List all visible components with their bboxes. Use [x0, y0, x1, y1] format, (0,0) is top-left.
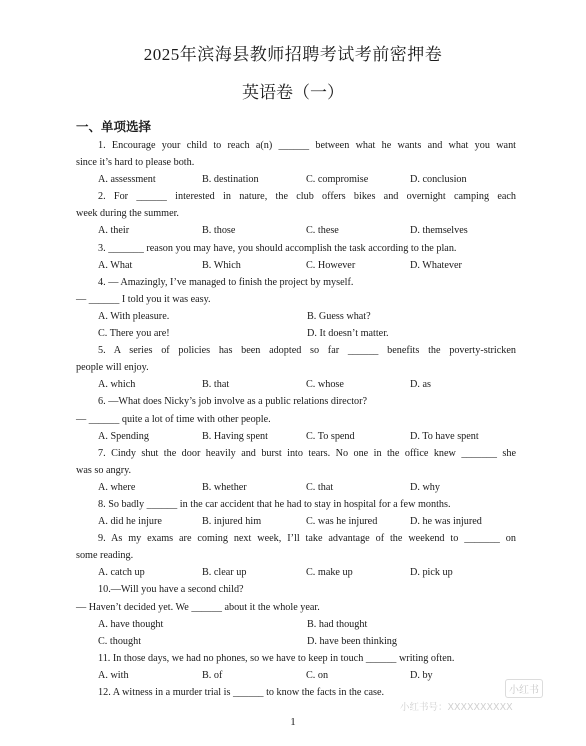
- option-row: [76, 325, 516, 342]
- answer-option: D. why: [410, 481, 440, 493]
- answer-option: C. thought: [98, 635, 142, 647]
- watermark-badge: 小红书: [505, 679, 543, 698]
- answer-option: C. compromise: [306, 174, 369, 186]
- option-row: [76, 428, 516, 445]
- answer-option: D. conclusion: [410, 174, 467, 186]
- answer-option: C. However: [306, 259, 356, 271]
- question-stem: 11. In those days, we had no phones, so we have to keep in touch ______ writing often.: [98, 652, 455, 664]
- answer-option: B. Guess what?: [307, 310, 371, 322]
- answer-option: D. by: [410, 669, 433, 681]
- answer-option: D. themselves: [410, 225, 468, 237]
- option-row: [76, 308, 516, 325]
- option-row: [76, 257, 516, 274]
- answer-option: A. Spending: [98, 430, 149, 442]
- question-stem: 12. A witness in a murder trial is ______ to know the facts in the case.: [98, 687, 385, 698]
- option-row: [76, 222, 516, 239]
- answer-option: B. whether: [202, 481, 247, 493]
- question-stem: 6. —What does Nicky’s job involve as a public relations director?: [98, 396, 368, 408]
- answer-option: C. There you are!: [98, 328, 170, 340]
- answer-option: D. have been thinking: [307, 635, 397, 647]
- question-stem: 1. Encourage your child to reach a(n) ______ between what he wants and what you want: [98, 140, 516, 151]
- option-row: [76, 513, 516, 530]
- answer-option: D. pick up: [410, 567, 453, 579]
- answer-option: C. To spend: [306, 430, 355, 442]
- question-stem: 8. So badly ______ in the car accident that he had to stay in hospital for a few months.: [98, 498, 451, 510]
- answer-option: A. catch up: [98, 567, 145, 579]
- answer-option: B. those: [202, 225, 236, 237]
- question-stem: 2. For ______ interested in nature, the club offers bikes and overnight camping each: [98, 191, 516, 203]
- answer-option: C. on: [306, 669, 329, 681]
- answer-option: A. did he injure: [98, 516, 162, 528]
- answer-option: D. It doesn’t matter.: [307, 328, 389, 340]
- question-text: since it’s hard to please both.: [76, 157, 195, 169]
- watermark-text: 小红书号：XXXXXXXXXX: [400, 702, 513, 713]
- question-stem: 5. A series of policies has been adopted so far ______ benefits the poverty-stricken: [98, 345, 516, 357]
- answer-option: B. Having spent: [202, 430, 268, 442]
- answer-option: D. he was injured: [410, 516, 482, 528]
- exam-subtitle: 英语卷（一）: [242, 83, 344, 102]
- exam-title: 2025年滨海县教师招聘考试考前密押卷: [143, 45, 443, 64]
- answer-option: B. that: [202, 379, 230, 391]
- answer-option: A. assessment: [98, 174, 156, 186]
- answer-option: B. of: [202, 669, 223, 681]
- answer-option: A. What: [98, 259, 133, 271]
- question-text: — ______ quite a lot of time with other people.: [76, 413, 271, 425]
- question-stem: 7. Cindy shut the door heavily and burst into tears. No one in the office knew _______ she: [98, 447, 516, 459]
- answer-option: C. these: [306, 225, 339, 237]
- question-stem: 10.—Will you have a second child?: [98, 584, 244, 596]
- answer-option: A. With pleasure.: [98, 310, 170, 322]
- page-number: 1: [290, 716, 296, 728]
- answer-option: D. as: [410, 379, 431, 391]
- option-row: [76, 667, 516, 684]
- answer-option: A. with: [98, 669, 129, 681]
- option-row: [76, 171, 516, 188]
- answer-option: C. that: [306, 481, 334, 493]
- answer-option: A. which: [98, 379, 136, 391]
- answer-option: D. Whatever: [410, 259, 462, 271]
- answer-option: A. their: [98, 225, 130, 237]
- question-list: [76, 137, 516, 701]
- question-text: was so angry.: [76, 464, 132, 476]
- option-row: [76, 564, 516, 581]
- answer-option: A. have thought: [98, 618, 164, 630]
- answer-option: B. injured him: [202, 516, 262, 528]
- option-row: [76, 616, 516, 633]
- answer-option: C. whose: [306, 379, 344, 391]
- answer-option: D. To have spent: [410, 430, 479, 442]
- answer-option: B. clear up: [202, 567, 247, 579]
- question-text: people will enjoy.: [76, 362, 149, 374]
- option-row: [76, 479, 516, 496]
- answer-option: C. was he injured: [306, 516, 378, 528]
- question-text: — Haven’t decided yet. We ______ about it the whole year.: [76, 601, 320, 613]
- question-text: — ______ I told you it was easy.: [76, 293, 211, 305]
- question-stem: 4. — Amazingly, I’ve managed to finish the project by myself.: [98, 276, 354, 288]
- option-row: [76, 633, 516, 650]
- section-heading: 一、单项选择: [76, 119, 152, 134]
- option-row: [76, 376, 516, 393]
- question-text: week during the summer.: [76, 208, 179, 220]
- answer-option: B. destination: [202, 174, 259, 186]
- answer-option: C. make up: [306, 567, 353, 579]
- answer-option: B. had thought: [307, 618, 368, 630]
- answer-option: A. where: [98, 481, 136, 493]
- answer-option: B. Which: [202, 259, 241, 271]
- question-text: some reading.: [76, 550, 134, 562]
- question-stem: 9. As my exams are coming next week, I’ll take advantage of the weekend to _______ on: [98, 533, 516, 545]
- question-stem: 3. _______ reason you may have, you should accomplish the task according to the plan.: [98, 242, 457, 254]
